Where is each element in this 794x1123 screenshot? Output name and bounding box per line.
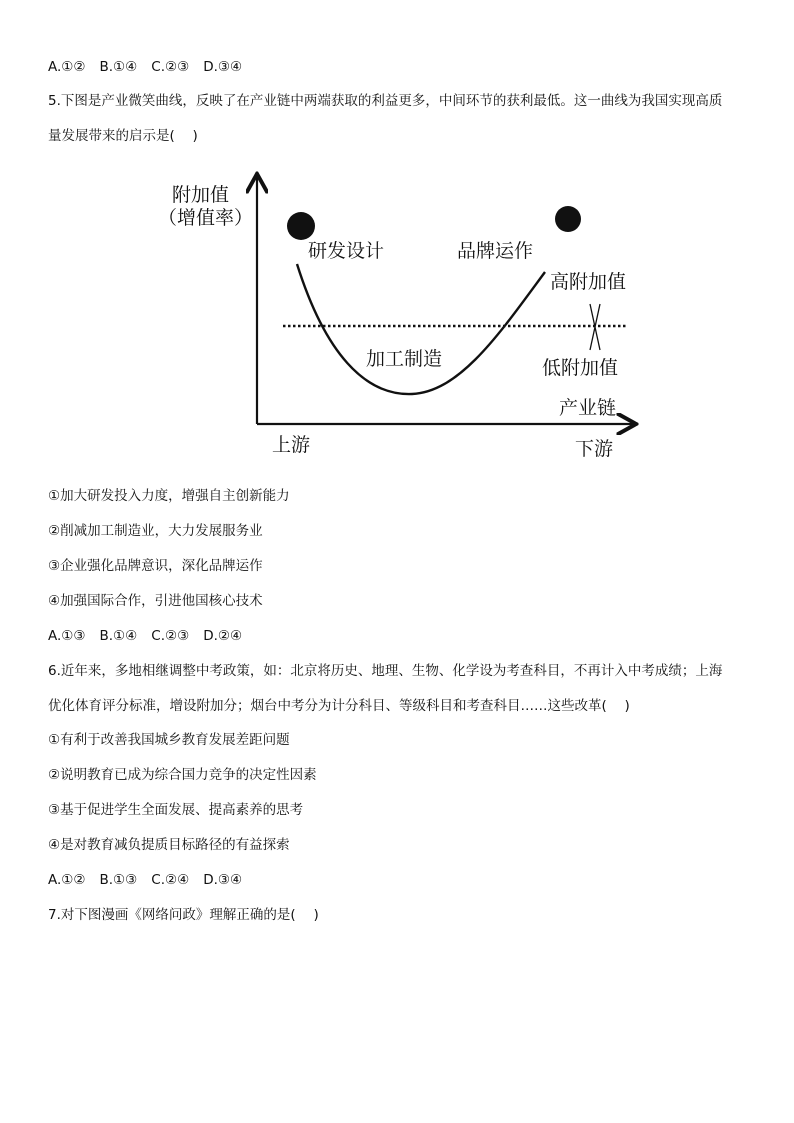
q6-option-d: D.③④ xyxy=(203,872,243,888)
smile-curve-diagram xyxy=(150,168,650,468)
q5-option-c: C.②③ xyxy=(151,628,190,644)
q4-option-a: A.①② xyxy=(48,59,86,75)
q6-statement-4: ④是对教育减负提质目标路径的有益探索 xyxy=(48,837,290,853)
q5-statement-1: ①加大研发投入力度，增强自主创新能力 xyxy=(48,488,290,504)
q6-stem-line1: 6.近年来，多地相继调整中考政策，如：北京将历史、地理、生物、化学设为考查科目，不再计入中考成绩；上海 xyxy=(48,663,723,679)
label-brand-operation: 品牌运作 xyxy=(457,240,534,262)
label-upstream: 上游 xyxy=(272,434,311,456)
q4-option-d: D.③④ xyxy=(203,59,243,75)
label-downstream: 下游 xyxy=(575,438,614,460)
q7-stem: 7.对下图漫画《网络问政》理解正确的是( ) xyxy=(48,907,319,923)
q5-option-b: B.①④ xyxy=(99,628,138,644)
q6-stem-line2: 优化体育评分标准，增设附加分；烟台中考分为计分科目、等级科目和考查科目……这些改革( ) xyxy=(48,698,630,714)
q5-option-a: A.①③ xyxy=(48,628,86,644)
label-industry-chain: 产业链 xyxy=(559,397,617,419)
label-manufacture: 加工制造 xyxy=(366,348,443,370)
q6-options xyxy=(48,871,256,889)
q6-statement-2: ②说明教育已成为综合国力竞争的决定性因素 xyxy=(48,767,317,783)
q5-statement-4: ④加强国际合作，引进他国核心技术 xyxy=(48,593,263,609)
label-high-value: 高附加值 xyxy=(550,271,627,293)
y-axis-label-line2: （增值率） xyxy=(158,207,254,229)
q6-option-b: B.①③ xyxy=(99,872,138,888)
label-low-value: 低附加值 xyxy=(542,357,619,379)
q5-stem-line2: 量发展带来的启示是( ) xyxy=(48,128,198,144)
q6-option-a: A.①② xyxy=(48,872,86,888)
label-rd-design: 研发设计 xyxy=(308,240,385,262)
q4-options xyxy=(48,58,256,76)
y-axis-label-line1: 附加值 xyxy=(172,184,230,206)
q5-statement-3: ③企业强化品牌意识，深化品牌运作 xyxy=(48,558,263,574)
q5-statement-2: ②削减加工制造业，大力发展服务业 xyxy=(48,523,263,539)
smile-curve xyxy=(297,264,545,394)
q5-stem-line1: 5.下图是产业微笑曲线，反映了在产业链中两端获取的利益更多，中间环节的获利最低。这一曲线为我国实现高质 xyxy=(48,93,723,109)
left-dot-icon xyxy=(287,212,315,240)
q6-option-c: C.②④ xyxy=(151,872,190,888)
q6-statement-1: ①有利于改善我国城乡教育发展差距问题 xyxy=(48,732,290,748)
q5-option-d: D.②④ xyxy=(203,628,243,644)
q4-option-b: B.①④ xyxy=(99,59,138,75)
q4-option-c: C.②③ xyxy=(151,59,190,75)
q6-statement-3: ③基于促进学生全面发展、提高素养的思考 xyxy=(48,802,304,818)
right-dot-icon xyxy=(555,206,581,232)
q5-options xyxy=(48,627,256,645)
